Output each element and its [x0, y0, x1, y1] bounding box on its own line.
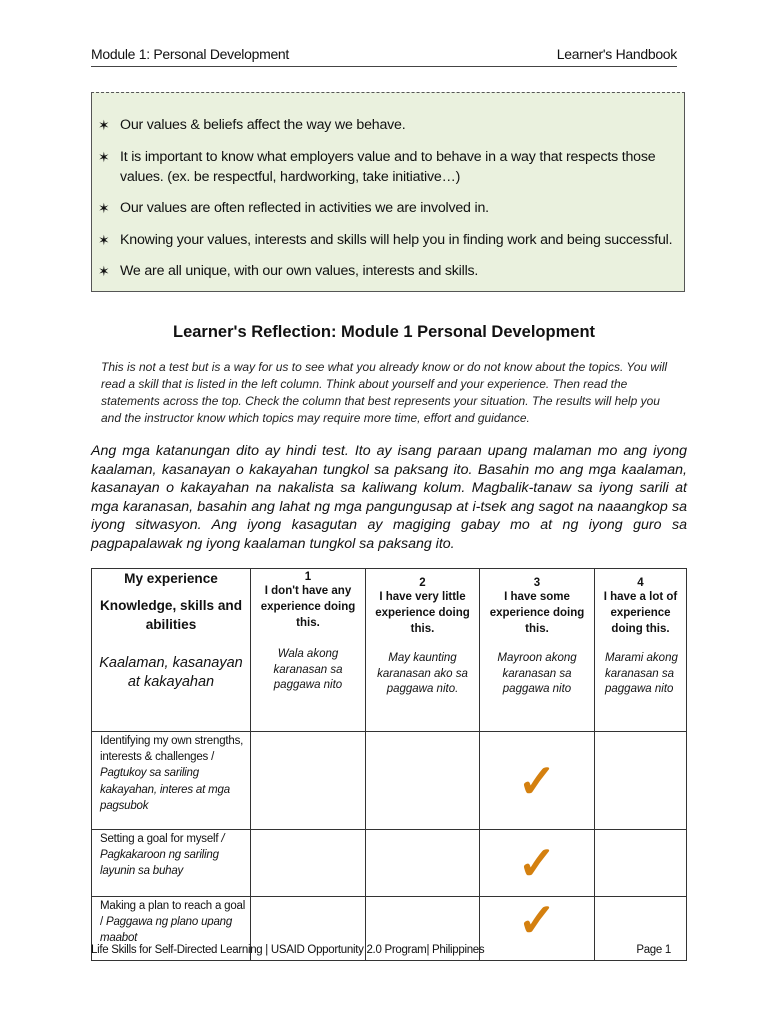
- asterisk-bullet-icon: ✶: [98, 117, 110, 133]
- self-assessment-table: [91, 568, 687, 961]
- rating-number: 1: [304, 571, 312, 583]
- rating-label: I have a lot of experience doing this.: [603, 591, 678, 635]
- rating-header-1: [251, 569, 366, 732]
- rating-number: 3: [533, 577, 541, 589]
- skill-cell: [92, 732, 251, 830]
- checkmark-icon: ✓: [517, 894, 557, 946]
- skill-cell: [92, 830, 251, 897]
- skill-tagalog: Paggawa ng plano upang maabot: [100, 916, 233, 945]
- reflection-title: Learner's Reflection: Module 1 Personal Development: [172, 323, 596, 341]
- rating-tagalog: Marami akong karanasan sa paggawa nito: [605, 652, 678, 696]
- table-row: [92, 830, 687, 897]
- rating-label: I have some experience doing this.: [489, 591, 585, 635]
- skill-english: Identifying my own strengths, interests & challenges /: [100, 735, 244, 764]
- rating-header-4: [595, 569, 687, 732]
- footer-page-number: Page 1: [636, 944, 671, 956]
- rating-label: I have very little experience doing this.: [375, 591, 470, 635]
- rating-tagalog: May kaunting karanasan ako sa paggawa nito.: [377, 652, 468, 696]
- page-footer: [91, 944, 671, 958]
- experience-title: My experience: [124, 571, 218, 586]
- page-header: [91, 44, 677, 67]
- skill-english: Setting a goal for myself: [100, 833, 219, 845]
- asterisk-bullet-icon: ✶: [98, 263, 110, 279]
- reflection-intro-tagalog: Ang mga katanungan dito ay hindi test. Ito ay isang paraan upang malaman mo ang iyong kaalaman, kasanayan o kakayahan tungkol sa paksang ito. Basahin mo ang mga kaalaman, kasanayan o kakayahan na nakalista sa kaliwang kolum. Magbalik-tanaw sa iyong sarili at mga karanasan, basahin ang lahat ng mga pangungusap at i-tsek ang sagot na naaangkop sa iyong sitwasyon. Ang iyong kasagutan ay magiging gabay mo at ng iyong guro sa pagpapalawak ng iyong kaalaman tungkol sa paksang ito.: [91, 443, 687, 552]
- key-point-text: We are all unique, with our own values, interests and skills.: [120, 263, 479, 279]
- header-module-title: Module 1: Personal Development: [91, 46, 290, 62]
- knowledge-tagalog: Kaalaman, kasanayan at kakayahan: [99, 655, 243, 690]
- footer-program: Life Skills for Self-Directed Learning | USAID Opportunity 2.0 Program| Philippines: [91, 944, 485, 956]
- key-point-text: Our values are often reflected in activities we are involved in.: [120, 200, 489, 216]
- key-point: [98, 198, 489, 218]
- rating-tagalog: Mayroon akong karanasan sa paggawa nito: [497, 652, 577, 696]
- table-header-row: [92, 569, 687, 732]
- rating-tagalog: Wala akong karanasan sa paggawa nito: [273, 648, 343, 692]
- rating-label: I don't have any experience doing this.: [260, 585, 356, 629]
- asterisk-bullet-icon: ✶: [98, 200, 110, 216]
- table-row: [92, 732, 687, 830]
- key-point-text-cont: values. (ex. be respectful, hardworking, take initiative…): [120, 169, 461, 185]
- key-point: [98, 115, 406, 135]
- knowledge-subtitle: Knowledge, skills and abilities: [99, 598, 242, 632]
- asterisk-bullet-icon: ✶: [98, 149, 110, 165]
- rating-number: 4: [637, 577, 644, 589]
- rating-number: 2: [419, 577, 426, 589]
- skill-tagalog: Pagtukoy sa sariling kakayahan, interes at mga pagsubok: [100, 767, 230, 812]
- header-handbook-title: Learner's Handbook: [556, 46, 677, 62]
- check-cell[interactable]: [251, 830, 366, 897]
- key-points-box: [91, 92, 685, 292]
- key-point-text: Knowing your values, interests and skills will help you in finding work and being successful.: [120, 232, 673, 248]
- check-cell[interactable]: [595, 830, 687, 897]
- check-cell[interactable]: [251, 732, 366, 830]
- check-cell[interactable]: [366, 732, 480, 830]
- skill-tagalog: / Pagkakaroon ng sariling layunin sa buhay: [100, 833, 225, 878]
- key-point-text: Our values & beliefs affect the way we behave.: [120, 117, 406, 133]
- skill-english: Making a plan to reach a goal /: [100, 900, 246, 929]
- check-cell[interactable]: [480, 830, 595, 897]
- rating-header-2: [366, 569, 480, 732]
- rating-header-3: [480, 569, 595, 732]
- checkmark-icon: ✓: [517, 837, 557, 889]
- reflection-intro-english: This is not a test but is a way for us to see what you already know or do not know about the topics. You will read a skill that is listed in the left column. Think about yourself and your experience. Then read the statements across the top. Check the column that best represents your situation. The results will help you and the instructor know which topics may require more time, effort and guidance.: [101, 360, 668, 425]
- key-point: [98, 261, 478, 281]
- asterisk-bullet-icon: ✶: [98, 232, 110, 248]
- check-cell[interactable]: [366, 830, 480, 897]
- checkmark-icon: ✓: [517, 754, 557, 807]
- check-cell[interactable]: [595, 732, 687, 830]
- key-point: [98, 147, 655, 187]
- key-point: [98, 230, 672, 250]
- check-cell[interactable]: [480, 732, 595, 830]
- key-point-text: It is important to know what employers value and to behave in a way that respects those: [120, 149, 656, 165]
- experience-header-cell: [92, 569, 251, 732]
